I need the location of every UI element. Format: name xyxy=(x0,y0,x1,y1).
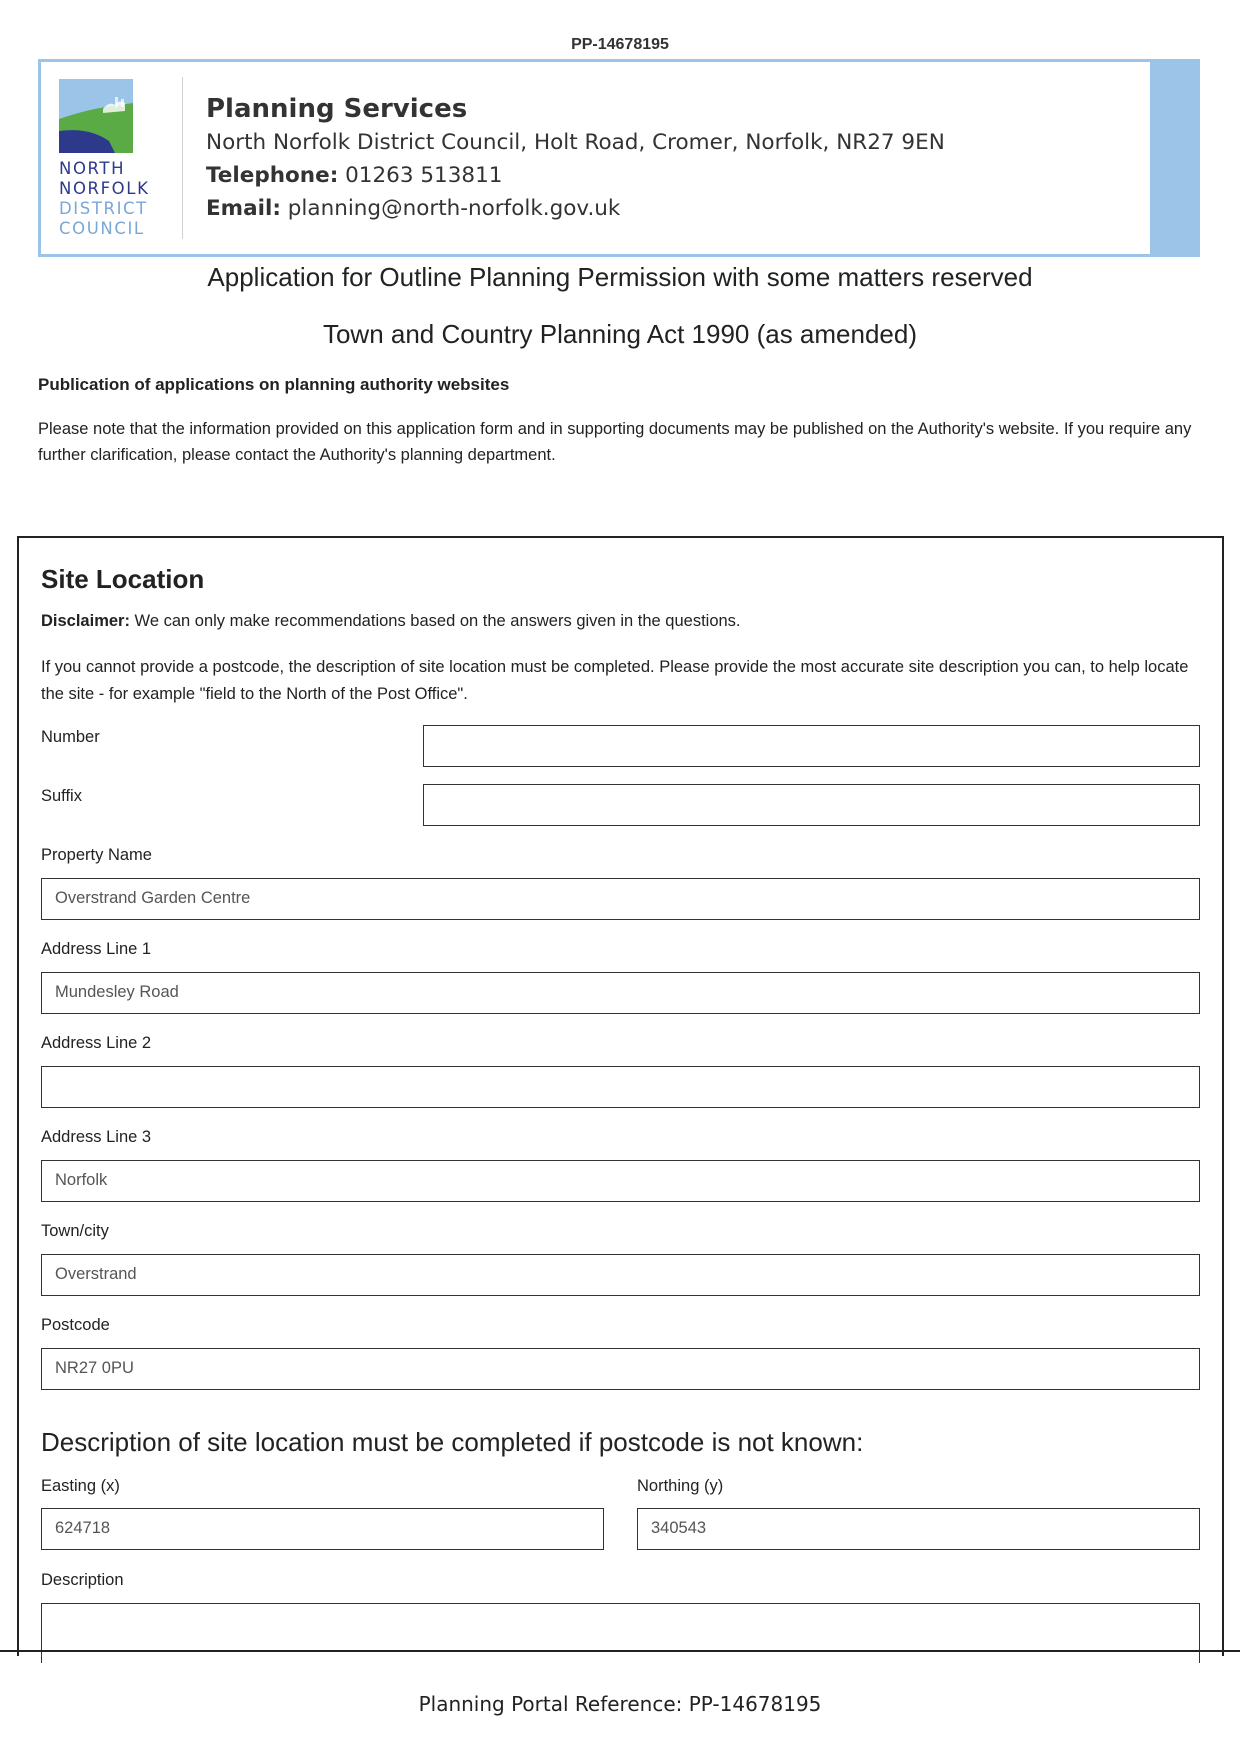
suffix-field[interactable] xyxy=(423,784,1200,826)
disclaimer-label: Disclaimer: xyxy=(41,612,130,630)
address-line-1-label: Address Line 1 xyxy=(41,940,152,958)
number-field[interactable] xyxy=(423,725,1200,767)
northing-field[interactable]: 340543 xyxy=(637,1508,1200,1550)
address-line-3-label: Address Line 3 xyxy=(41,1128,152,1146)
publication-text: Please note that the information provided on this application form and in supporting documents may be published on the Authority's website. If you require any further clarification, please contact the Authority's planning department. xyxy=(38,420,1192,464)
banner-title: Planning Services xyxy=(206,94,468,124)
banner-divider xyxy=(182,77,183,239)
publication-heading: Publication of applications on planning authority websites xyxy=(38,375,510,394)
email-label: Email: xyxy=(206,196,281,221)
footer-divider xyxy=(0,1650,1240,1652)
address-line-2-label: Address Line 2 xyxy=(41,1034,152,1052)
footer-reference: Planning Portal Reference: PP-14678195 xyxy=(418,1692,822,1716)
northing-label: Northing (y) xyxy=(637,1477,724,1495)
council-logo xyxy=(59,79,169,239)
page-subtitle: Town and Country Planning Act 1990 (as amended) xyxy=(322,319,918,349)
disclaimer-text: We can only make recommendations based on the answers given in the questions. xyxy=(129,612,741,630)
council-banner xyxy=(38,59,1200,257)
property-name-field[interactable]: Overstrand Garden Centre xyxy=(41,878,1200,920)
disclaimer xyxy=(41,612,741,631)
banner-accent-bar xyxy=(1150,62,1197,254)
postcode-field[interactable]: NR27 0PU xyxy=(41,1348,1200,1390)
banner-email xyxy=(206,192,945,225)
page-title: Application for Outline Planning Permission with some matters reserved xyxy=(207,262,1033,292)
town-label: Town/city xyxy=(41,1222,109,1240)
banner-telephone xyxy=(206,159,945,192)
site-help-text: If you cannot provide a postcode, the description of site location must be completed. Please provide the most accurate site description you can, to help locate the site - for example "field to the North of the Post Office". xyxy=(41,658,1189,703)
logo-text-council: COUNCIL xyxy=(59,219,145,238)
easting-label: Easting (x) xyxy=(41,1477,120,1495)
description-field[interactable] xyxy=(41,1603,1200,1663)
section-title: Site Location xyxy=(41,564,205,594)
description-heading: Description of site location must be completed if postcode is not known: xyxy=(41,1427,864,1457)
description-label: Description xyxy=(41,1571,124,1589)
easting-field[interactable]: 624718 xyxy=(41,1508,604,1550)
page-reference: PP-14678195 xyxy=(571,36,669,53)
email-value[interactable]: planning@north-norfolk.gov.uk xyxy=(280,196,621,221)
banner-address: North Norfolk District Council, Holt Road, Cromer, Norfolk, NR27 9EN xyxy=(206,130,945,155)
contact-info xyxy=(206,92,945,225)
address-line-3-field[interactable]: Norfolk xyxy=(41,1160,1200,1202)
town-field[interactable]: Overstrand xyxy=(41,1254,1200,1296)
suffix-label: Suffix xyxy=(41,787,82,805)
logo-text-norfolk: NORFOLK xyxy=(59,179,150,198)
address-line-2-field[interactable] xyxy=(41,1066,1200,1108)
logo-text-district: DISTRICT xyxy=(59,199,148,218)
property-name-label: Property Name xyxy=(41,846,152,864)
council-logo-icon xyxy=(59,79,133,153)
postcode-label: Postcode xyxy=(41,1316,110,1334)
logo-text-north: NORTH xyxy=(59,159,126,178)
telephone-value: 01263 513811 xyxy=(338,163,503,188)
number-label: Number xyxy=(41,728,100,746)
site-location-section xyxy=(17,536,1224,1656)
address-line-1-field[interactable]: Mundesley Road xyxy=(41,972,1200,1014)
telephone-label: Telephone: xyxy=(206,163,339,188)
